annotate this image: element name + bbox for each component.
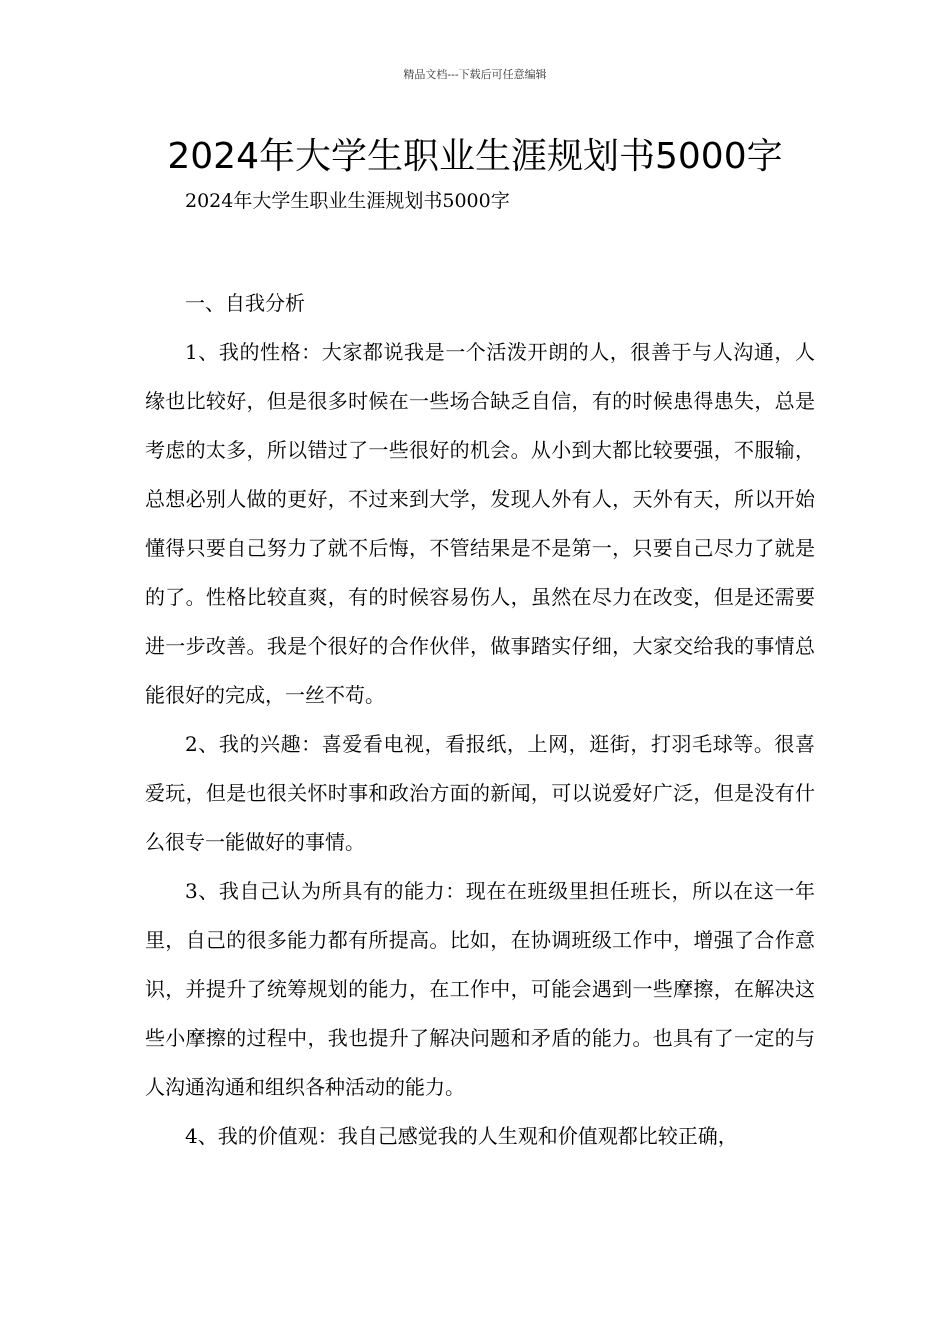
paragraph-abilities: 3、我自己认为所具有的能力：现在在班级里担任班长，所以在这一年里，自己的很多能力都有所提高。比如，在协调班级工作中，增强了合作意识，并提升了统筹规划的能力，在工作中，可能会遇到一些摩擦，在解决这些小摩擦的过程中，我也提升了解决问题和矛盾的能力。也具有了一定的与人沟通沟通和组织各种活动的能力。 (145, 879, 815, 1099)
paragraph-interests: 2、我的兴趣：喜爱看电视，看报纸，上网，逛街，打羽毛球等。很喜爱玩，但是也很关怀时事和政治方面的新闻，可以说爱好广泛，但是没有什么很专一能做好的事情。 (145, 732, 815, 854)
paragraph-values: 4、我的价值观：我自己感觉我的人生观和价值观都比较正确， (185, 1124, 738, 1148)
header-note: 精品文档---下载后可任意编辑 (403, 68, 547, 81)
paragraph-personality: 1、我的性格：大家都说我是一个活泼开朗的人，很善于与人沟通，人缘也比较好，但是很多时候在一些场合缺乏自信，有的时候患得患失，总是考虑的太多，所以错过了一些很好的机会。从小到大都比较要强，不服输，总想必别人做的更好，不过来到大学，发现人外有人，天外有天，所以开始懂得只要自己努力了就不后悔，不管结果是不是第一，只要自己尽力了就是的了。性格比较直爽，有的时候容易伤人，虽然在尽力在改变，但是还需要进一步改善。我是个很好的合作伙伴，做事踏实仔细，大家交给我的事情总能很好的完成，一丝不苟。 (145, 340, 815, 707)
document-subtitle: 2024年大学生职业生涯规划书5000字 (185, 190, 510, 212)
document-title: 2024年大学生职业生涯规划书5000字 (167, 136, 783, 177)
section-heading: 一、自我分析 (185, 291, 305, 315)
document-body (145, 279, 815, 1161)
